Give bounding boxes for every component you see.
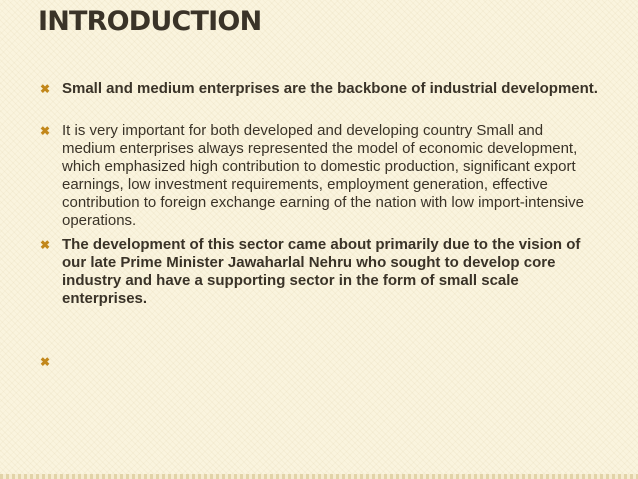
bullet-item-1 [40,80,600,98]
bottom-decorative-border [0,474,638,479]
bullet-item-4 [40,353,600,371]
cross-bullet-icon: ✖ [40,238,51,252]
cross-bullet-icon: ✖ [40,82,51,96]
bullet-item-2 [40,122,600,230]
bullet-text-2: It is very important for both developed and developing country Small and medium enterprises always represented the model of economic development, which emphasized high contribution to domestic production, significant export earnings, low investment requirements, employment generation, effective contribution to foreign exchange earning of the nation with low import-intensive operations. [62,122,584,229]
bullet-text-1: Small and medium enterprises are the backbone of industrial development. [62,80,598,97]
slide-title: INTRODUCTION [38,6,262,37]
cross-bullet-icon: ✖ [40,355,51,369]
bullet-text-3: The development of this sector came about primarily due to the vision of our late Prime Minister Jawaharlal Nehru who sought to develop core industry and have a supporting sector in the form of small scale enterprises. [62,236,581,307]
bullet-list [40,80,600,371]
cross-bullet-icon: ✖ [40,124,51,138]
bullet-item-3 [40,236,600,308]
